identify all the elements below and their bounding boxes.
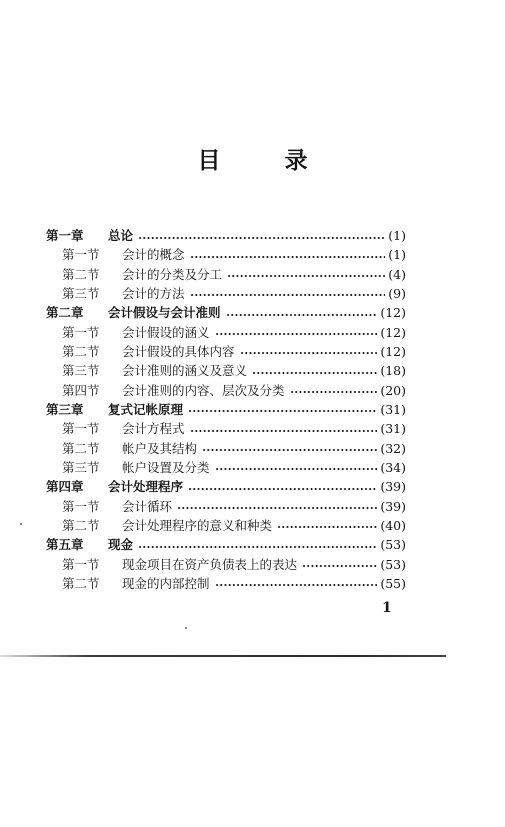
toc-entry-title: 会计假设与会计准则 (108, 305, 221, 321)
dot-leader (277, 526, 377, 528)
toc-entry-title: 总论 (108, 228, 134, 243)
dot-leader (188, 488, 377, 490)
toc-entry-page: (32) (380, 440, 406, 456)
dot-leader (215, 468, 378, 470)
dot-leader (190, 430, 378, 432)
toc-entry-number: 第一节 (62, 421, 100, 437)
toc-entry-title: 会计的方法 (122, 285, 185, 301)
toc-entry-number: 第四章 (46, 479, 84, 495)
toc-entry-title: 帐户设置及分类 (122, 459, 210, 475)
scan-speck (185, 627, 187, 629)
toc-entry-number: 第一章 (46, 228, 84, 243)
toc-entry-page: (53) (380, 537, 406, 553)
dot-leader (190, 256, 386, 258)
toc-entry-title: 会计的概念 (122, 247, 185, 263)
toc-entry-number: 第一节 (62, 324, 100, 340)
toc-entry-number: 第二章 (46, 305, 84, 321)
toc-entry-title: 会计循环 (122, 498, 173, 514)
page-edge-rule (0, 655, 446, 657)
dot-leader (177, 507, 377, 509)
toc-entry-number: 第二节 (62, 517, 100, 533)
toc-entry-number: 第五章 (46, 537, 84, 553)
toc-section-entry[interactable] (46, 573, 406, 595)
toc-entry-page: (20) (380, 382, 406, 398)
toc-entry-title: 复式记帐原理 (108, 401, 184, 417)
dot-leader (290, 391, 378, 393)
dot-leader (302, 565, 377, 567)
toc-entry-title: 会计的分类及分工 (122, 266, 223, 282)
toc-entry-page: (18) (380, 363, 406, 379)
dot-leader (190, 294, 386, 296)
dot-leader (202, 449, 377, 451)
dot-leader (138, 546, 377, 548)
toc-entry-page: (4) (388, 266, 406, 282)
toc-entry-number: 第一节 (62, 247, 100, 263)
dot-leader (215, 584, 378, 586)
dot-leader (240, 352, 378, 354)
toc-entry-number: 第三章 (46, 401, 84, 417)
toc-entry-title: 会计假设的涵义 (122, 324, 210, 340)
toc-entry-page: (1) (388, 247, 406, 263)
toc-entry-title: 会计假设的具体内容 (122, 343, 235, 359)
toc-entry-page: (31) (380, 401, 406, 417)
toc-entry-number: 第二节 (62, 266, 100, 282)
toc-entry-number: 第一节 (62, 556, 100, 572)
toc-entry-page: (40) (380, 517, 406, 533)
toc-entry-page: (55) (380, 575, 406, 591)
page-title: 目 录 (197, 147, 336, 174)
toc-entry-title: 会计准则的内容、层次及分类 (122, 382, 285, 398)
toc-entry-number: 第三节 (62, 459, 100, 475)
toc-entry-title: 会计方程式 (122, 421, 185, 437)
toc-entry-title: 现金项目在资产负债表上的表达 (122, 556, 298, 572)
toc-entry-page: (31) (380, 421, 406, 437)
toc-entry-title: 会计处理程序 (108, 479, 184, 495)
toc-entry-page: (12) (380, 305, 406, 321)
dot-leader (252, 372, 377, 374)
dot-leader (215, 333, 378, 335)
scan-speck (20, 523, 22, 525)
toc-entry-page: (53) (380, 556, 406, 572)
toc-entry-number: 第二节 (62, 343, 100, 359)
toc-entry-page: (12) (380, 343, 406, 359)
toc-entry-page: (39) (380, 479, 406, 495)
toc-entry-page: (39) (380, 498, 406, 514)
toc-entry-title: 会计处理程序的意义和种类 (122, 517, 273, 533)
toc-entry-number: 第三节 (62, 363, 100, 379)
toc-entry-page: (12) (380, 324, 406, 340)
toc-entry-page: (34) (380, 459, 406, 475)
dot-leader (226, 314, 378, 316)
toc-entry-number: 第一节 (62, 498, 100, 514)
toc-entry-title: 现金 (108, 537, 134, 553)
toc-entry-title: 帐户及其结构 (122, 440, 198, 456)
toc-entry-number: 第二节 (62, 575, 100, 591)
dot-leader (227, 275, 385, 277)
toc-entry-title: 现金的内部控制 (122, 575, 210, 591)
dot-leader (138, 237, 385, 239)
page-number: 1 (382, 600, 392, 616)
toc-entry-number: 第四节 (62, 382, 100, 398)
toc-entry-number: 第二节 (62, 440, 100, 456)
toc-entry-page: (9) (388, 285, 406, 301)
toc-entry-page: (1) (388, 228, 406, 243)
toc-entry-number: 第三节 (62, 285, 100, 301)
dot-leader (188, 410, 377, 412)
toc-entry-title: 会计准则的涵义及意义 (122, 363, 248, 379)
